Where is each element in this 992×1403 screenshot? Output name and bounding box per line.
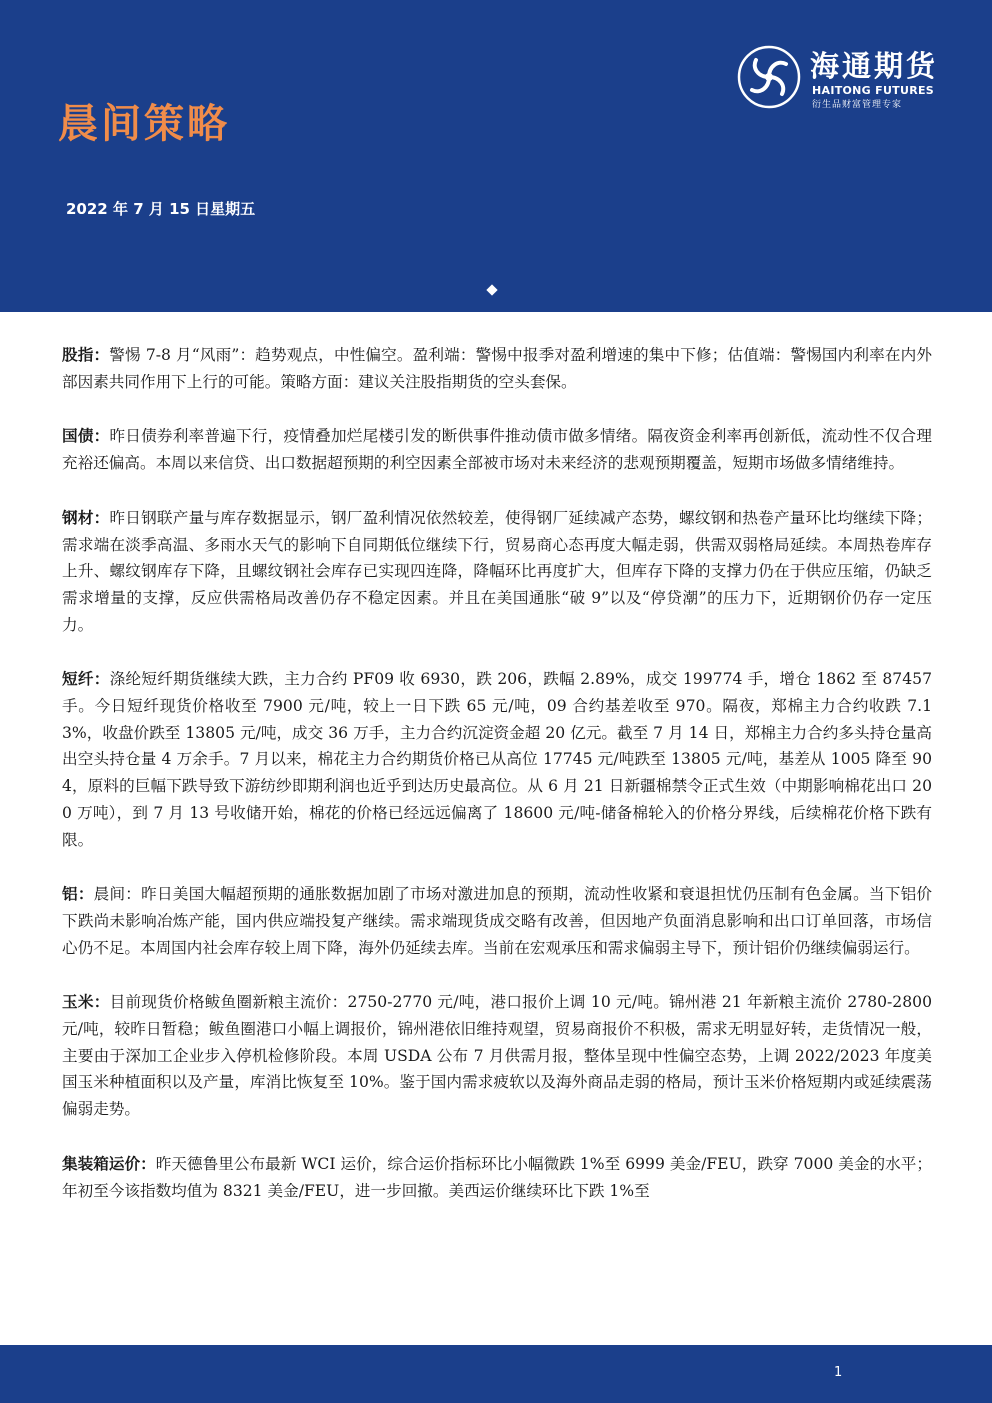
- section-stock-index: [62, 342, 932, 395]
- section-label: 国债：: [62, 426, 110, 446]
- header-banner: [0, 0, 992, 312]
- section-text: 晨间：昨日美国大幅超预期的通胀数据加剧了市场对激进加息的预期，流动性收紧和衰退担忧仍压制有色金属。当下铝价下跌尚未影响冶炼产能，国内供应端投复产继续。需求端现货成交略有改善，但因地产负面消息影响和出口订单回落，市场信心仍不足。本周国内社会库存较上周下降，海外仍延续去库。当前在宏观承压和需求偏弱主导下，预计铝价仍继续偏弱运行。: [62, 885, 932, 957]
- section-text: 昨日债券利率普遍下行，疫情叠加烂尾楼引发的断供事件推动债市做多情绪。隔夜资金利率再创新低，流动性不仅合理充裕还偏高。本周以来信贷、出口数据超预期的利空因素全部被市场对未来经济的悲观预期覆盖，短期市场做多情绪维持。: [62, 427, 932, 473]
- page-number: 1: [834, 1365, 843, 1380]
- page-title: 晨间策略: [58, 101, 230, 147]
- section-label: 铝：: [62, 884, 94, 904]
- section-label: 集装箱运价：: [62, 1153, 156, 1173]
- logo-name-cn: 海通期货: [810, 49, 939, 83]
- section-text: 昨日钢联产量与库存数据显示，钢厂盈利情况依然较差，使得钢厂延续减产态势，螺纹钢和热卷产量环比均继续下降；需求端在淡季高温、多雨水天气的影响下自同期低位继续下行，贸易商心态再度大幅走弱，供需双弱格局延续。本周热卷库存上升、螺纹钢库存下降，且螺纹钢社会库存已实现四连降，降幅环比再度扩大，但库存下降的支撑力仍在于供应压缩，仍缺乏需求增量的支撑，反应供需格局改善仍存不稳定因素。并且在美国通胀“破 9”以及“停贷潮”的压力下，近期钢价仍存一定压力。: [62, 508, 932, 634]
- section-corn: [62, 989, 932, 1123]
- logo-tagline: 衍生品财富管理专家: [812, 100, 903, 110]
- section-text: 目前现货价格鲅鱼圈新粮主流价：2750-2770 元/吨，港口报价上调 10 元/吨。锦州港 21 年新粮主流价 2780-2800 元/吨，较昨日暂稳；鲅鱼圈港口小幅上调报价，锦州港依旧维持观望，贸易商报价不积极，需求无明显好转，走货情况一般，主要由于深加工企业步入停机检修阶段。本周 USDA 公布 7 月供需月报，整体呈现中性偏空态势，上调 2022/2023 年度美国玉米种植面积以及产量，库消比恢复至 10%。鉴于国内需求疲软以及海外商品走弱的格局，预计玉米价格短期内或延续震荡偏弱走势。: [62, 993, 932, 1119]
- report-date: 2022 年 7 月 15 日星期五: [66, 200, 256, 218]
- footer-bar: [0, 1345, 992, 1403]
- logo-name-en: HAITONG FUTURES: [812, 84, 935, 97]
- section-label: 短纤：: [62, 669, 110, 689]
- section-treasury-bonds: [62, 423, 932, 476]
- section-text: 昨天德鲁里公布最新 WCI 运价，综合运价指标环比小幅微跌 1%至 6999 美金/FEU，跌穿 7000 美金的水平；年初至今该指数均值为 8321 美金/FEU，进一步回撤。美西运价继续环比下跌 1%至: [62, 1154, 932, 1200]
- section-text: 涤纶短纤期货继续大跌，主力合约 PF09 收 6930，跌 206，跌幅 2.89%，成交 199774 手，增仓 1862 至 87457 手。今日短纤现货价格收至 7900 元/吨，较上一日下跌 65 元/吨，09 合约基差收至 970。隔夜，郑棉主力合约收跌 7.13%，收盘价跌至 13805 元/吨，成交 36 万手，主力合约沉淀资金超 20 亿元。截至 7 月 14 日，郑棉主力合约多头持仓量高出空头持仓量 4 万余手。7 月以来，棉花主力合约期货价格已从高位 17745 元/吨跌至 13805 元/吨，基差从 1005 降至 904，原料的巨幅下跌导致下游纺纱即期利润也近乎到达历史最高位。从 6 月 21 日新疆棉禁令正式生效（中期影响棉花出口 200 万吨），到 7 月 13 号收储开始，棉花的价格已经远远偏离了 18600 元/吨-储备棉轮入的价格分界线，后续棉花价格下跌有限。: [62, 670, 932, 849]
- section-steel: [62, 505, 932, 639]
- company-logo: [736, 44, 956, 110]
- section-label: 钢材：: [62, 507, 110, 527]
- report-body: [62, 342, 932, 1232]
- section-container-freight: [62, 1151, 932, 1204]
- section-staple-fiber: [62, 666, 932, 853]
- section-aluminum: [62, 881, 932, 961]
- diamond-icon: [486, 284, 497, 295]
- logo-swirl-icon: [736, 44, 802, 110]
- section-label: 玉米：: [62, 992, 110, 1012]
- section-label: 股指：: [62, 345, 110, 364]
- section-text: 警惕 7-8 月“风雨”：趋势观点，中性偏空。盈利端：警惕中报季对盈利增速的集中下修；估值端：警惕国内利率在内外部因素共同作用下上行的可能。策略方面：建议关注股指期货的空头套保。: [62, 346, 932, 391]
